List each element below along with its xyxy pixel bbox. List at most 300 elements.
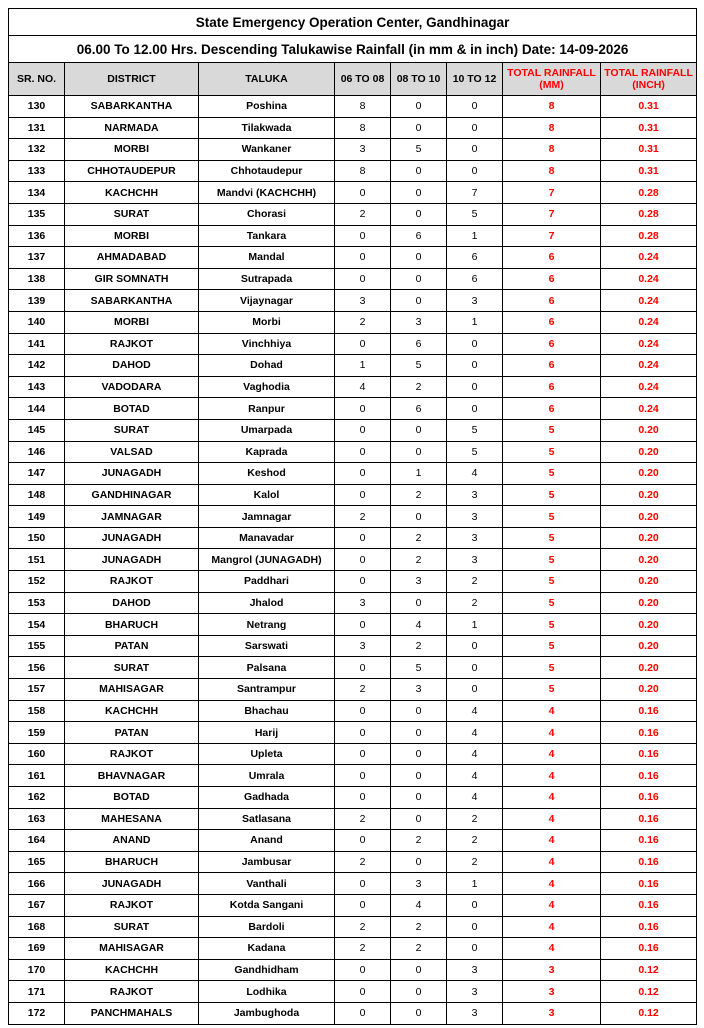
district-cell: BHAVNAGAR [65, 765, 199, 787]
total-mm-cell: 4 [503, 938, 601, 960]
district-cell: GANDHINAGAR [65, 484, 199, 506]
district-cell: SABARKANTHA [65, 96, 199, 118]
column-header-row [9, 63, 697, 96]
total-inch-cell: 0.16 [601, 743, 697, 765]
total-mm-cell: 6 [503, 247, 601, 269]
district-cell: BHARUCH [65, 614, 199, 636]
district-cell: BHARUCH [65, 851, 199, 873]
rain-10-12-cell: 0 [447, 355, 503, 377]
total-inch-cell: 0.16 [601, 765, 697, 787]
table-row [9, 203, 697, 225]
table-row [9, 765, 697, 787]
sr-no-cell: 169 [9, 938, 65, 960]
rain-06-08-cell: 0 [335, 722, 391, 744]
total-mm-cell: 5 [503, 614, 601, 636]
district-cell: SURAT [65, 916, 199, 938]
rain-06-08-cell: 0 [335, 894, 391, 916]
total-inch-cell: 0.28 [601, 182, 697, 204]
taluka-cell: Bhachau [199, 700, 335, 722]
taluka-cell: Poshina [199, 96, 335, 118]
rain-08-10-cell: 4 [391, 894, 447, 916]
rain-06-08-cell: 0 [335, 225, 391, 247]
rain-06-08-cell: 2 [335, 311, 391, 333]
column-header-sr-no: SR. NO. [9, 63, 65, 96]
rain-06-08-cell: 4 [335, 376, 391, 398]
rain-08-10-cell: 1 [391, 463, 447, 485]
rain-06-08-cell: 0 [335, 398, 391, 420]
rain-10-12-cell: 4 [447, 722, 503, 744]
total-inch-cell: 0.16 [601, 808, 697, 830]
district-cell: DAHOD [65, 355, 199, 377]
total-inch-cell: 0.20 [601, 571, 697, 593]
rain-10-12-cell: 3 [447, 549, 503, 571]
taluka-cell: Mandvi (KACHCHH) [199, 182, 335, 204]
rain-10-12-cell: 2 [447, 851, 503, 873]
column-header-taluka: TALUKA [199, 63, 335, 96]
taluka-cell: Ranpur [199, 398, 335, 420]
rain-06-08-cell: 0 [335, 959, 391, 981]
total-mm-cell: 4 [503, 700, 601, 722]
total-inch-cell: 0.20 [601, 614, 697, 636]
report-title: State Emergency Operation Center, Gandhinagar [9, 9, 697, 36]
total-inch-cell: 0.12 [601, 1002, 697, 1024]
table-row [9, 441, 697, 463]
total-mm-cell: 4 [503, 873, 601, 895]
sr-no-cell: 134 [9, 182, 65, 204]
district-cell: SABARKANTHA [65, 290, 199, 312]
sr-no-cell: 167 [9, 894, 65, 916]
sr-no-cell: 160 [9, 743, 65, 765]
total-inch-cell: 0.12 [601, 981, 697, 1003]
district-cell: CHHOTAUDEPUR [65, 160, 199, 182]
total-mm-cell: 4 [503, 830, 601, 852]
rain-08-10-cell: 0 [391, 160, 447, 182]
rain-08-10-cell: 2 [391, 527, 447, 549]
table-row [9, 873, 697, 895]
rain-08-10-cell: 0 [391, 765, 447, 787]
total-inch-cell: 0.28 [601, 225, 697, 247]
table-row [9, 268, 697, 290]
table-row [9, 571, 697, 593]
rain-10-12-cell: 4 [447, 700, 503, 722]
sr-no-cell: 159 [9, 722, 65, 744]
total-inch-cell: 0.16 [601, 830, 697, 852]
taluka-cell: Bardoli [199, 916, 335, 938]
taluka-cell: Sutrapada [199, 268, 335, 290]
taluka-cell: Kalol [199, 484, 335, 506]
rain-10-12-cell: 0 [447, 894, 503, 916]
district-cell: MORBI [65, 225, 199, 247]
rain-08-10-cell: 2 [391, 830, 447, 852]
total-mm-cell: 3 [503, 1002, 601, 1024]
total-mm-cell: 6 [503, 376, 601, 398]
rain-06-08-cell: 0 [335, 527, 391, 549]
district-cell: RAJKOT [65, 981, 199, 1003]
total-inch-cell: 0.20 [601, 592, 697, 614]
total-mm-cell: 8 [503, 160, 601, 182]
taluka-cell: Mangrol (JUNAGADH) [199, 549, 335, 571]
rain-08-10-cell: 2 [391, 635, 447, 657]
rain-10-12-cell: 3 [447, 290, 503, 312]
total-mm-cell: 8 [503, 139, 601, 161]
table-row [9, 981, 697, 1003]
district-cell: PATAN [65, 722, 199, 744]
table-row [9, 311, 697, 333]
total-inch-cell: 0.20 [601, 679, 697, 701]
total-mm-cell: 5 [503, 571, 601, 593]
total-mm-cell: 5 [503, 549, 601, 571]
rain-06-08-cell: 0 [335, 463, 391, 485]
sr-no-cell: 137 [9, 247, 65, 269]
taluka-cell: Vinchhiya [199, 333, 335, 355]
taluka-cell: Kotda Sangani [199, 894, 335, 916]
district-cell: MORBI [65, 311, 199, 333]
total-mm-cell: 8 [503, 96, 601, 118]
rain-08-10-cell: 0 [391, 203, 447, 225]
rain-06-08-cell: 0 [335, 571, 391, 593]
rainfall-report [8, 8, 696, 1025]
rain-10-12-cell: 2 [447, 808, 503, 830]
rain-10-12-cell: 0 [447, 398, 503, 420]
table-row [9, 376, 697, 398]
sr-no-cell: 148 [9, 484, 65, 506]
total-mm-cell: 5 [503, 527, 601, 549]
rain-08-10-cell: 3 [391, 571, 447, 593]
rain-10-12-cell: 0 [447, 96, 503, 118]
rain-08-10-cell: 2 [391, 938, 447, 960]
rain-08-10-cell: 3 [391, 679, 447, 701]
rain-06-08-cell: 2 [335, 916, 391, 938]
taluka-cell: Anand [199, 830, 335, 852]
rain-08-10-cell: 3 [391, 873, 447, 895]
rain-06-08-cell: 0 [335, 268, 391, 290]
district-cell: VALSAD [65, 441, 199, 463]
total-mm-cell: 5 [503, 506, 601, 528]
taluka-cell: Keshod [199, 463, 335, 485]
total-mm-cell: 5 [503, 679, 601, 701]
district-cell: PATAN [65, 635, 199, 657]
taluka-cell: Palsana [199, 657, 335, 679]
rain-10-12-cell: 3 [447, 959, 503, 981]
rain-10-12-cell: 3 [447, 1002, 503, 1024]
rain-08-10-cell: 0 [391, 290, 447, 312]
rainfall-table [8, 8, 697, 1025]
district-cell: MAHISAGAR [65, 679, 199, 701]
table-row [9, 808, 697, 830]
table-row [9, 355, 697, 377]
sr-no-cell: 158 [9, 700, 65, 722]
total-inch-cell: 0.20 [601, 657, 697, 679]
sr-no-cell: 142 [9, 355, 65, 377]
total-inch-cell: 0.16 [601, 787, 697, 809]
total-mm-cell: 4 [503, 722, 601, 744]
district-cell: RAJKOT [65, 571, 199, 593]
table-row [9, 614, 697, 636]
total-inch-cell: 0.24 [601, 290, 697, 312]
taluka-cell: Gandhidham [199, 959, 335, 981]
district-cell: PANCHMAHALS [65, 1002, 199, 1024]
rain-10-12-cell: 0 [447, 139, 503, 161]
sr-no-cell: 135 [9, 203, 65, 225]
sr-no-cell: 157 [9, 679, 65, 701]
rain-10-12-cell: 2 [447, 830, 503, 852]
rain-08-10-cell: 6 [391, 398, 447, 420]
table-row [9, 333, 697, 355]
taluka-cell: Gadhada [199, 787, 335, 809]
rain-08-10-cell: 0 [391, 700, 447, 722]
table-row [9, 247, 697, 269]
rain-10-12-cell: 0 [447, 376, 503, 398]
sr-no-cell: 151 [9, 549, 65, 571]
sr-no-cell: 132 [9, 139, 65, 161]
table-row [9, 830, 697, 852]
rain-10-12-cell: 0 [447, 679, 503, 701]
total-mm-cell: 3 [503, 981, 601, 1003]
taluka-cell: Dohad [199, 355, 335, 377]
rain-10-12-cell: 6 [447, 247, 503, 269]
total-mm-cell: 4 [503, 765, 601, 787]
rain-06-08-cell: 2 [335, 203, 391, 225]
total-inch-cell: 0.31 [601, 96, 697, 118]
table-body [9, 96, 697, 1025]
rain-06-08-cell: 0 [335, 484, 391, 506]
rain-10-12-cell: 3 [447, 484, 503, 506]
rain-08-10-cell: 0 [391, 808, 447, 830]
rain-06-08-cell: 3 [335, 635, 391, 657]
total-mm-cell: 5 [503, 592, 601, 614]
taluka-cell: Vijaynagar [199, 290, 335, 312]
rain-06-08-cell: 3 [335, 290, 391, 312]
taluka-cell: Vanthali [199, 873, 335, 895]
total-mm-cell: 5 [503, 484, 601, 506]
sr-no-cell: 162 [9, 787, 65, 809]
sr-no-cell: 146 [9, 441, 65, 463]
table-row [9, 743, 697, 765]
rain-08-10-cell: 0 [391, 96, 447, 118]
rain-06-08-cell: 2 [335, 808, 391, 830]
taluka-cell: Santrampur [199, 679, 335, 701]
table-row [9, 225, 697, 247]
rain-10-12-cell: 5 [447, 441, 503, 463]
total-inch-cell: 0.20 [601, 527, 697, 549]
rain-10-12-cell: 0 [447, 938, 503, 960]
total-inch-cell: 0.16 [601, 916, 697, 938]
rain-10-12-cell: 2 [447, 571, 503, 593]
rain-08-10-cell: 0 [391, 441, 447, 463]
table-row [9, 657, 697, 679]
sr-no-cell: 156 [9, 657, 65, 679]
district-cell: MAHISAGAR [65, 938, 199, 960]
sr-no-cell: 139 [9, 290, 65, 312]
rain-08-10-cell: 2 [391, 916, 447, 938]
taluka-cell: Sarswati [199, 635, 335, 657]
total-mm-cell: 7 [503, 225, 601, 247]
total-inch-cell: 0.16 [601, 700, 697, 722]
taluka-cell: Jamnagar [199, 506, 335, 528]
rain-06-08-cell: 0 [335, 787, 391, 809]
rain-08-10-cell: 0 [391, 182, 447, 204]
rain-10-12-cell: 0 [447, 160, 503, 182]
table-row [9, 398, 697, 420]
rain-08-10-cell: 2 [391, 484, 447, 506]
rain-08-10-cell: 0 [391, 981, 447, 1003]
taluka-cell: Netrang [199, 614, 335, 636]
rain-10-12-cell: 5 [447, 419, 503, 441]
rain-08-10-cell: 0 [391, 506, 447, 528]
total-inch-cell: 0.24 [601, 247, 697, 269]
rain-06-08-cell: 2 [335, 506, 391, 528]
total-mm-cell: 4 [503, 916, 601, 938]
rain-06-08-cell: 0 [335, 614, 391, 636]
taluka-cell: Satlasana [199, 808, 335, 830]
district-cell: VADODARA [65, 376, 199, 398]
taluka-cell: Kaprada [199, 441, 335, 463]
table-row [9, 635, 697, 657]
sr-no-cell: 161 [9, 765, 65, 787]
rain-10-12-cell: 3 [447, 506, 503, 528]
rain-06-08-cell: 0 [335, 873, 391, 895]
rain-10-12-cell: 7 [447, 182, 503, 204]
total-mm-cell: 5 [503, 463, 601, 485]
district-cell: JAMNAGAR [65, 506, 199, 528]
total-mm-cell: 6 [503, 398, 601, 420]
district-cell: GIR SOMNATH [65, 268, 199, 290]
taluka-cell: Vaghodia [199, 376, 335, 398]
rain-06-08-cell: 8 [335, 117, 391, 139]
total-inch-cell: 0.20 [601, 635, 697, 657]
district-cell: BOTAD [65, 787, 199, 809]
table-row [9, 506, 697, 528]
sr-no-cell: 154 [9, 614, 65, 636]
total-inch-cell: 0.16 [601, 894, 697, 916]
sr-no-cell: 130 [9, 96, 65, 118]
rain-10-12-cell: 1 [447, 873, 503, 895]
district-cell: JUNAGADH [65, 463, 199, 485]
total-inch-cell: 0.12 [601, 959, 697, 981]
taluka-cell: Harij [199, 722, 335, 744]
rain-10-12-cell: 1 [447, 311, 503, 333]
taluka-cell: Manavadar [199, 527, 335, 549]
column-header-total-mm: TOTAL RAINFALL (MM) [503, 63, 601, 96]
rain-06-08-cell: 0 [335, 333, 391, 355]
total-inch-cell: 0.24 [601, 355, 697, 377]
taluka-cell: Umarpada [199, 419, 335, 441]
total-inch-cell: 0.31 [601, 117, 697, 139]
rain-10-12-cell: 5 [447, 203, 503, 225]
total-inch-cell: 0.16 [601, 851, 697, 873]
total-mm-cell: 5 [503, 657, 601, 679]
column-header-08-to-10: 08 TO 10 [391, 63, 447, 96]
taluka-cell: Jambughoda [199, 1002, 335, 1024]
total-inch-cell: 0.24 [601, 398, 697, 420]
district-cell: MORBI [65, 139, 199, 161]
rain-06-08-cell: 0 [335, 419, 391, 441]
total-inch-cell: 0.16 [601, 722, 697, 744]
total-inch-cell: 0.24 [601, 268, 697, 290]
total-mm-cell: 6 [503, 355, 601, 377]
rain-08-10-cell: 2 [391, 549, 447, 571]
rain-06-08-cell: 3 [335, 592, 391, 614]
rain-08-10-cell: 0 [391, 117, 447, 139]
total-mm-cell: 6 [503, 268, 601, 290]
rain-08-10-cell: 0 [391, 1002, 447, 1024]
sr-no-cell: 150 [9, 527, 65, 549]
rain-06-08-cell: 0 [335, 830, 391, 852]
rain-08-10-cell: 5 [391, 139, 447, 161]
total-inch-cell: 0.24 [601, 311, 697, 333]
rain-10-12-cell: 6 [447, 268, 503, 290]
sr-no-cell: 149 [9, 506, 65, 528]
table-row [9, 139, 697, 161]
column-header-10-to-12: 10 TO 12 [447, 63, 503, 96]
table-row [9, 117, 697, 139]
total-mm-cell: 4 [503, 851, 601, 873]
rain-10-12-cell: 0 [447, 916, 503, 938]
district-cell: SURAT [65, 419, 199, 441]
total-mm-cell: 5 [503, 441, 601, 463]
sr-no-cell: 163 [9, 808, 65, 830]
rain-06-08-cell: 2 [335, 679, 391, 701]
table-row [9, 160, 697, 182]
rain-08-10-cell: 6 [391, 333, 447, 355]
rain-08-10-cell: 4 [391, 614, 447, 636]
rain-08-10-cell: 0 [391, 247, 447, 269]
district-cell: KACHCHH [65, 959, 199, 981]
rain-06-08-cell: 2 [335, 851, 391, 873]
rain-10-12-cell: 4 [447, 463, 503, 485]
rain-10-12-cell: 0 [447, 333, 503, 355]
rain-06-08-cell: 2 [335, 938, 391, 960]
rain-06-08-cell: 0 [335, 182, 391, 204]
rain-10-12-cell: 3 [447, 981, 503, 1003]
sr-no-cell: 164 [9, 830, 65, 852]
total-inch-cell: 0.31 [601, 139, 697, 161]
taluka-cell: Jambusar [199, 851, 335, 873]
column-header-district: DISTRICT [65, 63, 199, 96]
rain-08-10-cell: 2 [391, 376, 447, 398]
taluka-cell: Morbi [199, 311, 335, 333]
sr-no-cell: 172 [9, 1002, 65, 1024]
rain-10-12-cell: 3 [447, 527, 503, 549]
rain-10-12-cell: 2 [447, 592, 503, 614]
table-row [9, 894, 697, 916]
taluka-cell: Lodhika [199, 981, 335, 1003]
rain-06-08-cell: 1 [335, 355, 391, 377]
total-mm-cell: 4 [503, 894, 601, 916]
rain-08-10-cell: 0 [391, 787, 447, 809]
rain-08-10-cell: 5 [391, 355, 447, 377]
sr-no-cell: 141 [9, 333, 65, 355]
sr-no-cell: 145 [9, 419, 65, 441]
rain-06-08-cell: 3 [335, 139, 391, 161]
table-row [9, 463, 697, 485]
sr-no-cell: 155 [9, 635, 65, 657]
table-row [9, 419, 697, 441]
district-cell: RAJKOT [65, 894, 199, 916]
district-cell: ANAND [65, 830, 199, 852]
report-subtitle: 06.00 To 12.00 Hrs. Descending Talukawise Rainfall (in mm & in inch) Date: 14-09-2026 [9, 36, 697, 63]
table-row [9, 592, 697, 614]
sr-no-cell: 171 [9, 981, 65, 1003]
total-mm-cell: 4 [503, 787, 601, 809]
taluka-cell: Paddhari [199, 571, 335, 593]
sr-no-cell: 133 [9, 160, 65, 182]
rain-06-08-cell: 8 [335, 96, 391, 118]
table-row [9, 851, 697, 873]
total-inch-cell: 0.16 [601, 873, 697, 895]
rain-10-12-cell: 4 [447, 787, 503, 809]
sr-no-cell: 144 [9, 398, 65, 420]
